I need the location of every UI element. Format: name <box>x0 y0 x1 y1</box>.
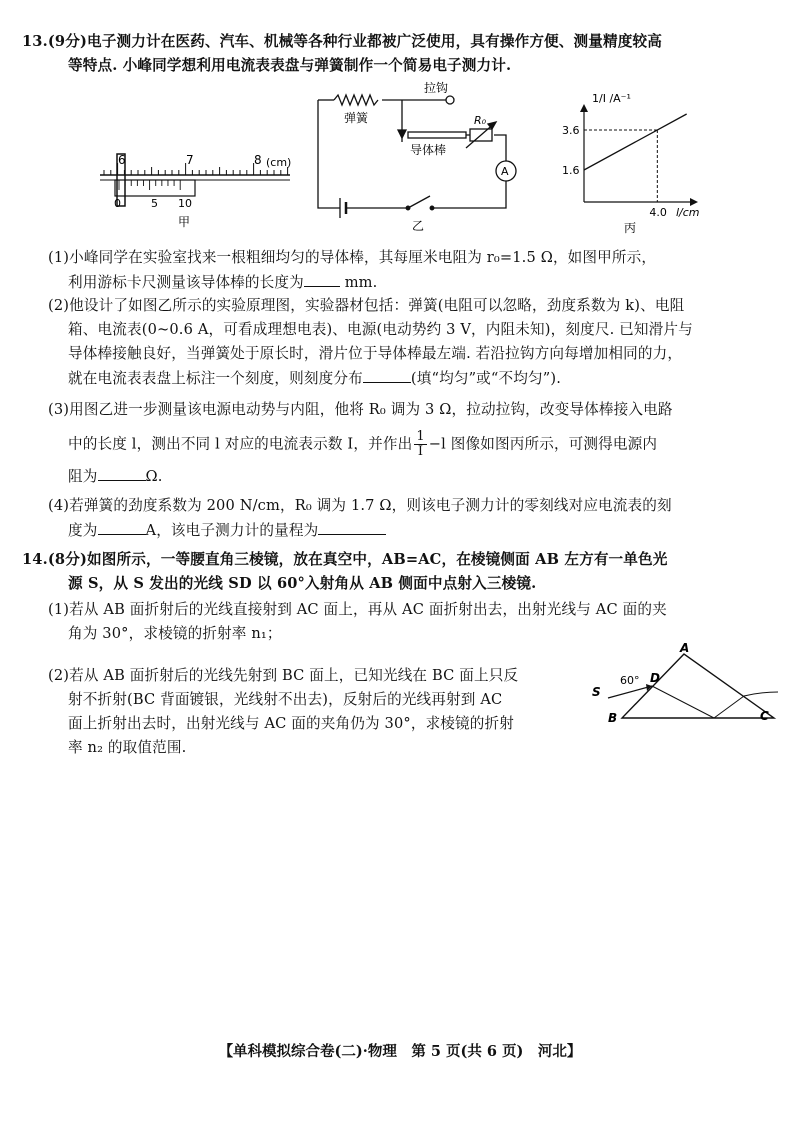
jia-caption: 甲 <box>178 215 191 229</box>
page-footer: 【单科模拟综合卷(二)·物理 第 5 页(共 6 页) 河北】 <box>218 1043 582 1060</box>
prism-label-b: B <box>608 711 618 725</box>
q13-part4-answer-blank-2[interactable] <box>318 520 386 535</box>
figure-yi-labels <box>344 80 509 233</box>
q13-part1-line1: (1)小峰同学在实验室找来一根粗细均匀的导体棒，其每厘米电阻为 r₀=1.5 Ω，如图甲所示， <box>48 249 657 266</box>
q13-part1-answer-blank[interactable] <box>304 272 340 287</box>
yi-ammeter-label: A <box>501 165 509 178</box>
q14-heading-line1: 14.(8分)如图所示，一等腰直角三棱镜，放在真空中，AB=AC，在棱镜侧面 AB 左方有一单色光 <box>22 551 668 568</box>
refracted-ray <box>652 686 714 718</box>
jia-vernier-5: 5 <box>151 197 158 210</box>
q14-part2-line3: 面上折射出去时，出射光线与 AC 面的夹角仍为 30°，求棱镜的折射 <box>68 715 515 732</box>
prism-triangle <box>622 654 774 718</box>
q13-part2-hint: (填“均匀”或“不均匀”). <box>410 370 562 387</box>
q14-part2-line2: 射不折射(BC 背面镀银，光线射不出去)，反射后的光线再射到 AC <box>68 691 503 708</box>
q13-part4-line2 <box>68 520 386 541</box>
yi-hook-label: 拉钩 <box>424 81 449 95</box>
q13-part3-line1: (3)用图乙进一步测量该电源电动势与内阻，他将 R₀ 调为 3 Ω，拉动拉钩，改变导体棒接入电路 <box>48 401 673 418</box>
q13-heading-line1: 13.(9分)电子测力计在医药、汽车、机械等各种行业都被广泛使用，具有操作方便、测量精度较高 <box>22 33 663 50</box>
yi-caption: 乙 <box>412 219 425 233</box>
prism-angle-label: 60° <box>620 674 640 687</box>
figure-jia-vernier-caliper <box>100 153 291 229</box>
q14-heading-line2: 源 S，从 S 发出的光线 SD 以 60°入射角从 AB 侧面中点射入三棱镜. <box>68 575 537 592</box>
q14-part2-line1: (2)若从 AB 面折射后的光线先射到 BC 面上，已知光线在 BC 面上只反 <box>48 667 519 684</box>
q13-part1-text: 利用游标卡尺测量该导体棒的长度为 <box>68 274 304 291</box>
jia-vernier-0: 0 <box>114 197 121 210</box>
bing-ylabel: 1/I /A⁻¹ <box>592 92 631 105</box>
exit-ray <box>744 692 778 696</box>
q13-part1-line2 <box>68 272 377 293</box>
bing-ytick-1.6: 1.6 <box>562 164 580 177</box>
bing-ytick-3.6: 3.6 <box>562 124 580 137</box>
jia-scale-8: 8 <box>254 153 262 167</box>
q13-part2-line3: 导体棒接触良好，当弹簧处于原长时，滑片位于导体棒最左端. 若沿拉钩方向每增加相同的力， <box>68 345 683 362</box>
q13-part3-answer-blank[interactable] <box>98 466 146 481</box>
jia-unit: (cm) <box>266 156 292 169</box>
figure-bing-graph <box>562 92 700 235</box>
bing-xtick-4.0: 4.0 <box>649 206 667 219</box>
q13-figures <box>0 80 800 240</box>
bing-caption: 丙 <box>624 221 637 235</box>
incident-ray <box>608 686 652 698</box>
bing-data-line <box>584 114 687 170</box>
prism-label-a: A <box>680 641 690 655</box>
q13-part3-text-end: −l 图像如图丙所示，可测得电源内 <box>428 435 658 453</box>
q13-part3-fraction <box>414 430 426 459</box>
q13-part4-text-mid: A，该电子测力计的量程为 <box>145 522 319 539</box>
yi-resistor-label: R₀ <box>474 114 487 127</box>
yi-rod-label: 导体棒 <box>410 143 447 157</box>
q13-part2-line4 <box>68 368 561 389</box>
q13-part2-text: 就在电流表表盘上标注一个刻度，则刻度分布 <box>68 370 363 387</box>
q13-part4-text: 度为 <box>68 522 98 539</box>
q13-part2-line2: 箱、电流表(0~0.6 A，可看成理想电表)、电源(电动势约 3 V，内阻未知)，刻度尺. 已知滑片与 <box>68 321 693 338</box>
q13-part3-unit: Ω. <box>145 468 163 485</box>
prism-label-c: C <box>760 709 769 723</box>
jia-scale-6: 6 <box>118 153 126 167</box>
q13-part3-text: 中的长度 l，测出不同 l 对应的电流表示数 I，并作出 <box>68 435 413 453</box>
bing-xlabel: l/cm <box>676 206 700 219</box>
q13-part3-resistance-text: 阻为 <box>68 468 98 485</box>
q13-heading-line2: 等特点. 小峰同学想利用电流表表盘与弹簧制作一个简易电子测力计. <box>68 57 512 74</box>
reflected-ray <box>714 696 744 718</box>
q14-prism-figure <box>580 640 780 735</box>
q14-part1-line1: (1)若从 AB 面折射后的光线直接射到 AC 面上，再从 AC 面折射出去，出射光线与 AC 面的夹 <box>48 601 667 618</box>
q14-part2-line4: 率 n₂ 的取值范围. <box>68 739 187 756</box>
prism-label-s: S <box>592 685 601 699</box>
q13-part1-unit: mm. <box>339 274 378 291</box>
q13-part3-line3 <box>68 466 163 487</box>
fraction-denominator: I <box>417 444 424 459</box>
q13-part2-line1: (2)他设计了如图乙所示的实验原理图，实验器材包括：弹簧(电阻可以忽略，劲度系数为 k)、电阻 <box>48 297 685 314</box>
yi-spring-label: 弹簧 <box>344 111 369 125</box>
q13-part2-answer-blank[interactable] <box>363 368 411 383</box>
q13-part4-line1: (4)若弹簧的劲度系数为 200 N/cm，R₀ 调为 1.7 Ω，则该电子测力计的零刻线对应电流表的刻 <box>48 497 672 514</box>
fraction-numerator: 1 <box>416 429 425 444</box>
jia-scale-7: 7 <box>186 153 194 167</box>
q13-part4-answer-blank-1[interactable] <box>98 520 146 535</box>
prism-label-d: D <box>650 671 660 685</box>
q14-part1-line2: 角为 30°，求棱镜的折射率 n₁； <box>68 625 282 642</box>
jia-vernier-10: 10 <box>178 197 192 210</box>
q13-part3-line2 <box>68 430 657 459</box>
